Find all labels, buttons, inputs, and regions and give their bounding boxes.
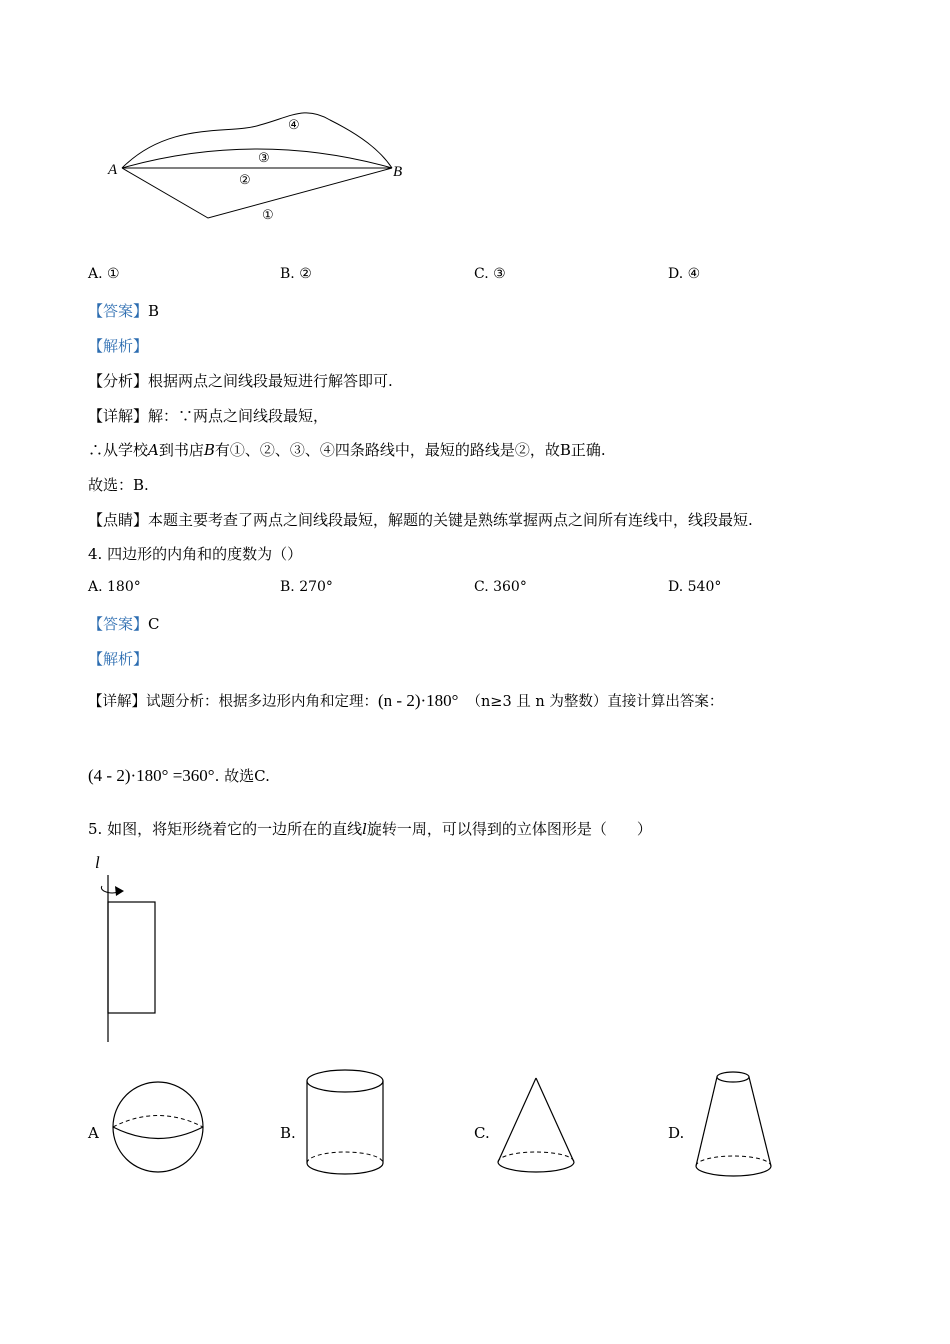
route-1-polyline [122, 168, 392, 218]
q4-answer-line [88, 613, 160, 634]
q4-formula-general: (n - 2)·180° [378, 691, 459, 710]
route-4-curve [122, 113, 392, 168]
q4-stem: 4. 四边形的内角和的度数为（） [88, 545, 303, 563]
cylinder-bottom-front [307, 1163, 383, 1174]
q3-therefore-post: 有①、②、③、④四条路线中，最短的路线是②，故B正确. [214, 441, 606, 459]
frustum-base-back [696, 1156, 771, 1166]
frustum-left-edge [696, 1077, 717, 1166]
q3-select: 故选：B. [88, 476, 149, 494]
route-2-label: ② [239, 172, 251, 187]
sphere-equator-back [113, 1116, 203, 1128]
q4-answer-value: C [148, 615, 160, 633]
q4-conclusion: . 故选C. [214, 767, 270, 785]
q4-option-d: D. 540° [668, 579, 722, 595]
cone-base-back [498, 1152, 574, 1162]
sphere-figure [110, 1080, 210, 1176]
q4-detail-pre: 【详解】试题分析：根据多边形内角和定理： [88, 694, 378, 710]
point-a-label: A [108, 162, 118, 178]
q3-answer-tag: 【答案】 [88, 302, 149, 320]
q3-therefore-line [88, 439, 606, 460]
q5-stem-pre: 5. 如图，将矩形绕着它的一边所在的直线 [88, 820, 363, 838]
q4-option-a: A. 180° [88, 579, 141, 595]
point-b-label: B [393, 164, 403, 180]
route-3-arc [122, 149, 392, 168]
q3-therefore-mid: 到书店 [158, 441, 204, 459]
cylinder-figure [303, 1068, 389, 1178]
q4-formula-specific: (4 - 2)·180° =360° [88, 766, 215, 785]
q5-stem-l: l [362, 820, 367, 838]
q3-fenxi: 【分析】根据两点之间线段最短进行解答即可. [88, 372, 393, 390]
q3-xiangjie: 【详解】解：∵两点之间线段最短， [88, 407, 329, 425]
cone-base-front [498, 1162, 574, 1172]
q4-analysis-tag: 【解析】 [88, 650, 149, 668]
q3-school-a: A [148, 441, 159, 459]
q3-therefore-pre: ∴从学校 [88, 441, 149, 459]
cone-right-edge [536, 1078, 574, 1162]
route-3-label: ③ [258, 150, 270, 165]
q3-answer-value: B [148, 302, 160, 320]
route-4-label: ④ [288, 117, 300, 132]
cylinder-top [307, 1070, 383, 1092]
cone-figure [494, 1074, 578, 1176]
q5-stem-post: 旋转一周，可以得到的立体图形是（ ） [366, 820, 652, 838]
q4-option-c: C. 360° [474, 579, 527, 595]
arrow-head-icon [115, 886, 124, 896]
q3-dianjing: 【点睛】本题主要考查了两点之间线段最短，解题的关键是熟练掌握两点之间所有连线中，线段最短. [88, 511, 753, 529]
q5-option-b-label: B. [280, 1124, 296, 1142]
q5-option-a-label: A [88, 1124, 99, 1142]
q3-answer-line [88, 300, 159, 321]
rotation-rectangle-figure [90, 850, 170, 1050]
q5-option-c-label: C. [474, 1124, 490, 1142]
sphere-equator-front [113, 1127, 203, 1139]
axis-label-l: l [95, 853, 100, 872]
q3-option-d: D. ④ [668, 266, 701, 282]
q3-option-a: A. ① [88, 266, 120, 282]
sphere-outline [113, 1082, 203, 1172]
q3-option-c: C. ③ [474, 266, 506, 282]
frustum-figure [692, 1068, 778, 1180]
q4-conclusion-line [88, 765, 270, 786]
route-1-label: ① [262, 207, 274, 222]
q4-detail-line [88, 690, 723, 711]
q3-store-b: B [203, 441, 215, 459]
q5-option-d-label: D. [668, 1124, 685, 1142]
q5-stem [88, 818, 652, 839]
routes-figure [100, 105, 420, 230]
rectangle-shape [108, 902, 155, 1013]
cylinder-bottom-back [307, 1152, 383, 1163]
q3-analysis-tag: 【解析】 [88, 337, 149, 355]
frustum-top [717, 1072, 749, 1082]
cone-left-edge [498, 1078, 536, 1162]
frustum-base-front [696, 1166, 771, 1176]
q4-answer-tag: 【答案】 [88, 615, 149, 633]
q3-option-b: B. ② [280, 266, 312, 282]
frustum-right-edge [749, 1077, 771, 1166]
q4-detail-post: （n≥3 且 n 为整数）直接计算出答案： [466, 694, 724, 710]
q4-option-b: B. 270° [280, 579, 333, 595]
